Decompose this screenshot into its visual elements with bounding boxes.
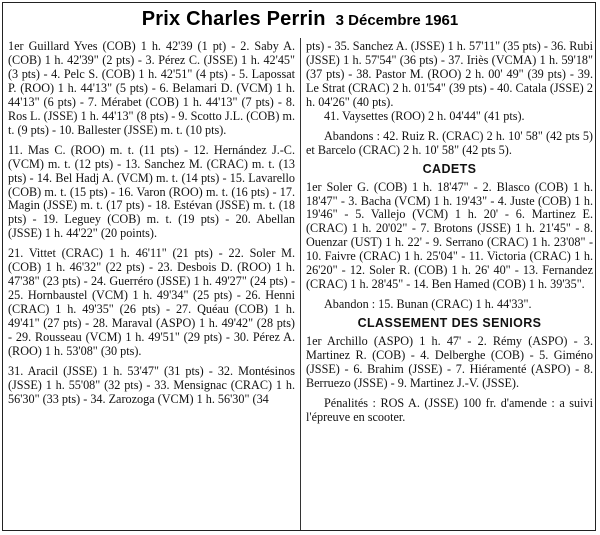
race-date: 3 Décembre 1961 [335,12,459,29]
results-paragraph: 41. Vaysettes (ROO) 2 h. 04'44" (41 pts). [324,108,525,123]
left-column [8,40,295,407]
results-paragraph: 21. Vittet (CRAC) 1 h. 46'11" (21 pts) - 22. Soler M. (COB) 1 h. 46'32" (22 pts) - 23. Desbois D. (ROO) 1 h. 47'38" (23 pts) - 24. Guerréro (JSSE) 1 h. 49'27" (24 pts) - 25. Hornbaustel (VCM) 1 h. 49'34" (25 pts) - 26. Henni (CRAC) 1 h. 49'35" (26 pts) - 27. Quéau (COB) 1 h. 49'41" (27 pts) - 28. Maraval (ASPO) 1 h. 49'42" (28 pts) - 29. Rousseau (VCM) 1 h. 49'51" (29 pts) - 30. Pérez A. (ROO) 1 h. 53'08" (30 pts). [8,246,295,359]
abandons-paragraph: Abandons : 42. Ruiz R. (CRAC) 2 h. 10' 58" (42 pts 5) et Barcelo (CRAC) 2 h. 10' 58" (42 pts 5). [306,128,593,157]
penalties-paragraph: Pénalités : ROS A. (JSSE) 100 fr. d'amende : a suivi l'épreuve en scooter. [306,395,593,424]
race-title: Prix Charles Perrin [141,8,326,30]
column-divider [300,38,301,530]
cadets-results: 1er Soler G. (COB) 1 h. 18'47" - 2. Blasco (COB) 1 h. 18'47" - 3. Bacha (VCM) 1 h. 19'43" - 4. Juste (COB) 1 h. 19'46" - 5. Vallejo (VCM) 1 h. 20' - 6. Martinez E. (CRAC) 1 h. 20'02" - 7. Brotons (JSSE) 1 h. 21'45" - 8. Ouenzar (UST) 1 h. 22' - 9. Serrano (CRAC) 1 h. 23'08" - 10. Faivre (CRAC) 1 h. 25'04" - 11. Victoria (CRAC) 1 h. 26'20" - 12. Soler R. (COB) 1 h. 26' 40" - 13. Fernandez (CRAC) 1 h. 28'45" - 14. Ben Hamed (COB) 1 h. 39'35". [306,179,593,292]
results-paragraph: 11. Mas C. (ROO) m. t. (11 pts) - 12. Hernández J.-C. (VCM) m. t. (12 pts) - 13. Sanchez M. (CRAC) m. t. (13 pts) - 14. Bel Hadj A. (VCM) m. t. (14 pts) - 15. Lavarello (COB) m. t. (15 pts) - 16. Varon (ROO) m. t. (16 pts) - 17. Magin (JSSE) m. t. (17 pts) - 18. Estévan (JSSE) m. t. (18 pts) - 19. Leguey (COB) m. t. (19 pts) - 20. Abellan (JSSE) 1 h. 44'22" (20 points). [8,142,295,241]
cadets-heading: CADETS [422,161,477,176]
seniors-heading: CLASSEMENT DES SENIORS [357,316,542,331]
results-paragraph: pts) - 35. Sanchez A. (JSSE) 1 h. 57'11" (35 pts) - 36. Rubi (JSSE) 1 h. 57'54" (36 pts) - 37. Iriès (VCMA) 1 h. 59'18" (37 pts) - 38. Pastor M. (ROO) 2 h. 00' 49" (39 pts) - 39. Le Strat (CRAC) 2 h. 01'54" (39 pts) - 40. Catala (JSSE) 2 h. 04'26" (40 pts). [306,39,593,109]
page-title [0,8,600,31]
seniors-results: 1er Archillo (ASPO) 1 h. 47' - 2. Rémy (ASPO) - 3. Martinez R. (COB) - 4. Delberghe (COB) - 5. Giméno (JSSE) - 6. Brahim (JSSE) - 7. Hiéramenté (ASPO) - 8. Berruezo (JSSE) - 9. Martinez J.-V. (JSSE). [306,334,593,390]
right-column [306,40,593,425]
results-paragraph: 1er Guillard Yves (COB) 1 h. 42'39 (1 pt) - 2. Saby A. (COB) 1 h. 42'39" (2 pts) - 3. Pérez C. (JSSE) 1 h. 42'45" (3 pts) - 4. Pelc S. (COB) 1 h. 42'51" (4 pts) - 5. Lapossat P. (ROO) 1 h. 44'13" (5 pts) - 6. Belamari D. (VCM) 1 h. 44'13" (6 pts) - 7. Mérabet (COB) 1 h. 44'13" (7 pts) - 8. Ros L. (JSSE) 1 h. 44'13" (8 pts) - 9. Scotto J.L. (COB) m. t. (9 pts) - 10. Ballester (JSSE) m. t. (10 pts). [8,39,295,137]
cadets-abandon: Abandon : 15. Bunan (CRAC) 1 h. 44'33". [324,297,532,312]
results-paragraph: 31. Aracil (JSSE) 1 h. 53'47" (31 pts) - 32. Montésinos (JSSE) 1 h. 55'08" (32 pts) - 33. Mensignac (CRAC) 1 h. 56'30" (33 pts) - 34. Zarozoga (VCM) 1 h. 56'30" (34 [8,363,295,406]
